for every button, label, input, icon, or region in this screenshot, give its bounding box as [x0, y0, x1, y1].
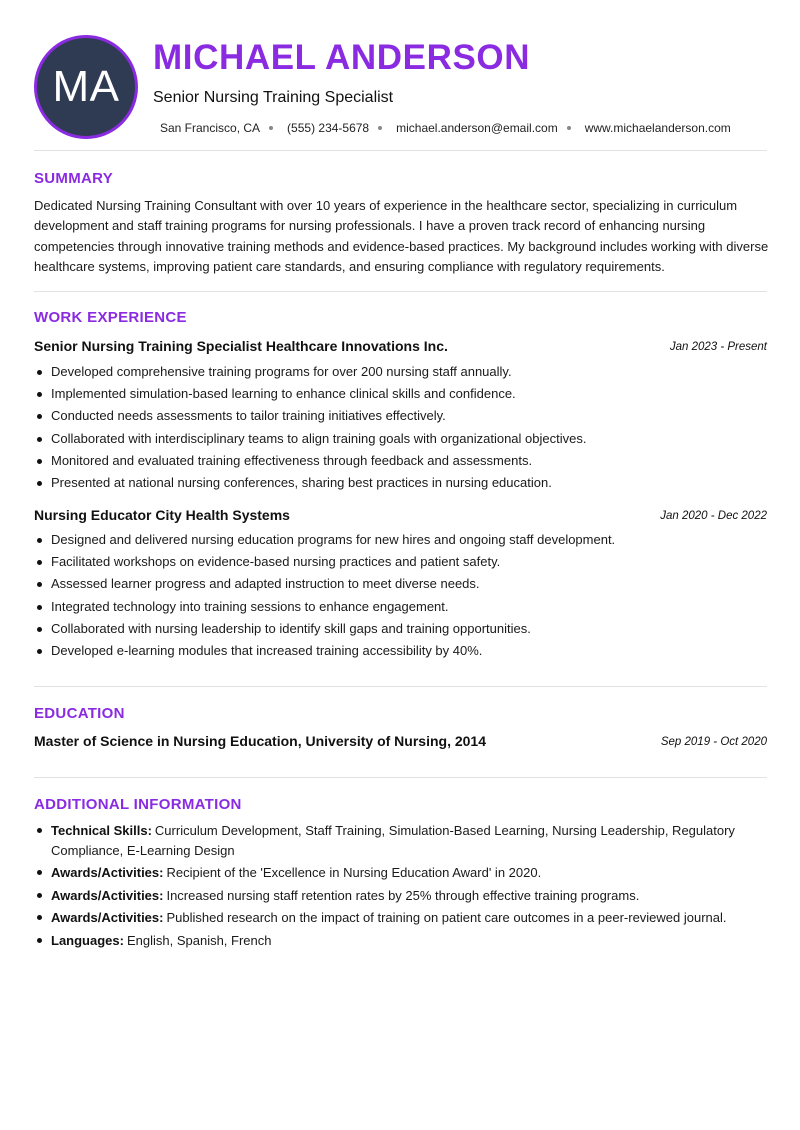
- work-experience-heading: WORK EXPERIENCE: [34, 309, 187, 326]
- avatar-initials: MA: [52, 62, 120, 111]
- list-item: Developed comprehensive training programs for over 200 nursing staff annually.: [34, 361, 769, 383]
- list-item: [34, 886, 769, 906]
- job-bullets: [34, 529, 769, 662]
- contact-phone: (555) 234-5678: [287, 121, 370, 135]
- job-heading: Nursing Educator City Health Systems: [34, 507, 290, 523]
- list-item: Designed and delivered nursing education programs for new hires and ongoing staff development.: [34, 529, 769, 551]
- job-bullets: [34, 361, 769, 494]
- list-item: Assessed learner progress and adapted instruction to meet diverse needs.: [34, 573, 769, 595]
- info-text: Published research on the impact of training on patient care outcomes in a peer-reviewed journal.: [166, 910, 727, 925]
- job-heading: Senior Nursing Training Specialist Healthcare Innovations Inc.: [34, 338, 448, 354]
- list-item: Implemented simulation-based learning to enhance clinical skills and confidence.: [34, 383, 769, 405]
- contact-location: San Francisco, CA: [160, 121, 261, 135]
- info-label: Awards/Activities:: [51, 887, 164, 903]
- list-item: Developed e-learning modules that increased training accessibility by 40%.: [34, 640, 769, 662]
- degree-line: Master of Science in Nursing Education, University of Nursing, 2014: [34, 733, 486, 749]
- separator-dot: [269, 126, 273, 130]
- list-item: [34, 863, 769, 883]
- separator-dot: [567, 126, 571, 130]
- info-text: English, Spanish, French: [126, 932, 272, 948]
- list-item: [34, 821, 769, 860]
- education-heading: EDUCATION: [34, 705, 125, 722]
- list-item: Presented at national nursing conferences, sharing best practices in nursing education.: [34, 472, 769, 494]
- contact-bar: [160, 121, 731, 135]
- info-label: Technical Skills:: [51, 823, 152, 838]
- info-text: Increased nursing staff retention rates by 25% through effective training programs.: [166, 887, 640, 903]
- list-item: Collaborated with nursing leadership to identify skill gaps and training opportunities.: [34, 618, 769, 640]
- info-label: Languages:: [51, 932, 124, 948]
- list-item: Integrated technology into training sessions to enhance engagement.: [34, 596, 769, 618]
- info-text: Recipient of the 'Excellence in Nursing Education Award' in 2020.: [166, 865, 542, 880]
- avatar: [34, 35, 138, 139]
- divider: [34, 777, 767, 778]
- contact-website[interactable]: www.michaelanderson.com: [584, 121, 731, 135]
- separator-dot: [378, 126, 382, 130]
- info-text: Curriculum Development, Staff Training, Simulation-Based Learning, Nursing Leadership, Regulatory Compliance, E-Learning Design: [51, 823, 735, 858]
- list-item: [34, 931, 769, 951]
- info-label: Awards/Activities:: [51, 910, 164, 925]
- list-item: Conducted needs assessments to tailor training initiatives effectively.: [34, 405, 769, 427]
- list-item: Monitored and evaluated training effectiveness through feedback and assessments.: [34, 450, 769, 472]
- divider: [34, 291, 767, 292]
- list-item: Collaborated with interdisciplinary teams to align training goals with organizational objectives.: [34, 428, 769, 450]
- candidate-role: Senior Nursing Training Specialist: [153, 89, 394, 106]
- education-dates: Sep 2019 - Oct 2020: [660, 736, 767, 748]
- job-dates: Jan 2020 - Dec 2022: [660, 510, 767, 522]
- list-item: [34, 908, 769, 928]
- divider: [34, 686, 767, 687]
- divider: [34, 150, 767, 151]
- additional-info-list: [34, 821, 769, 953]
- candidate-name: MICHAEL ANDERSON: [153, 38, 531, 77]
- additional-info-heading: ADDITIONAL INFORMATION: [34, 796, 242, 813]
- contact-email[interactable]: michael.anderson@email.com: [396, 121, 558, 135]
- summary-heading: SUMMARY: [34, 170, 114, 187]
- job-dates: Jan 2023 - Present: [669, 341, 767, 353]
- info-label: Awards/Activities:: [51, 865, 164, 880]
- list-item: Facilitated workshops on evidence-based nursing practices and patient safety.: [34, 551, 769, 573]
- summary-text: Dedicated Nursing Training Consultant with over 10 years of experience in the healthcare sector, specializing in curriculum development and staff training programs for nursing professionals. I have a proven track record of enhancing nursing competencies through innovative training methods and evidence-based practices. My background includes working with diverse healthcare systems, improving patient care standards, and ensuring compliance with regulatory requirements.: [34, 198, 769, 274]
